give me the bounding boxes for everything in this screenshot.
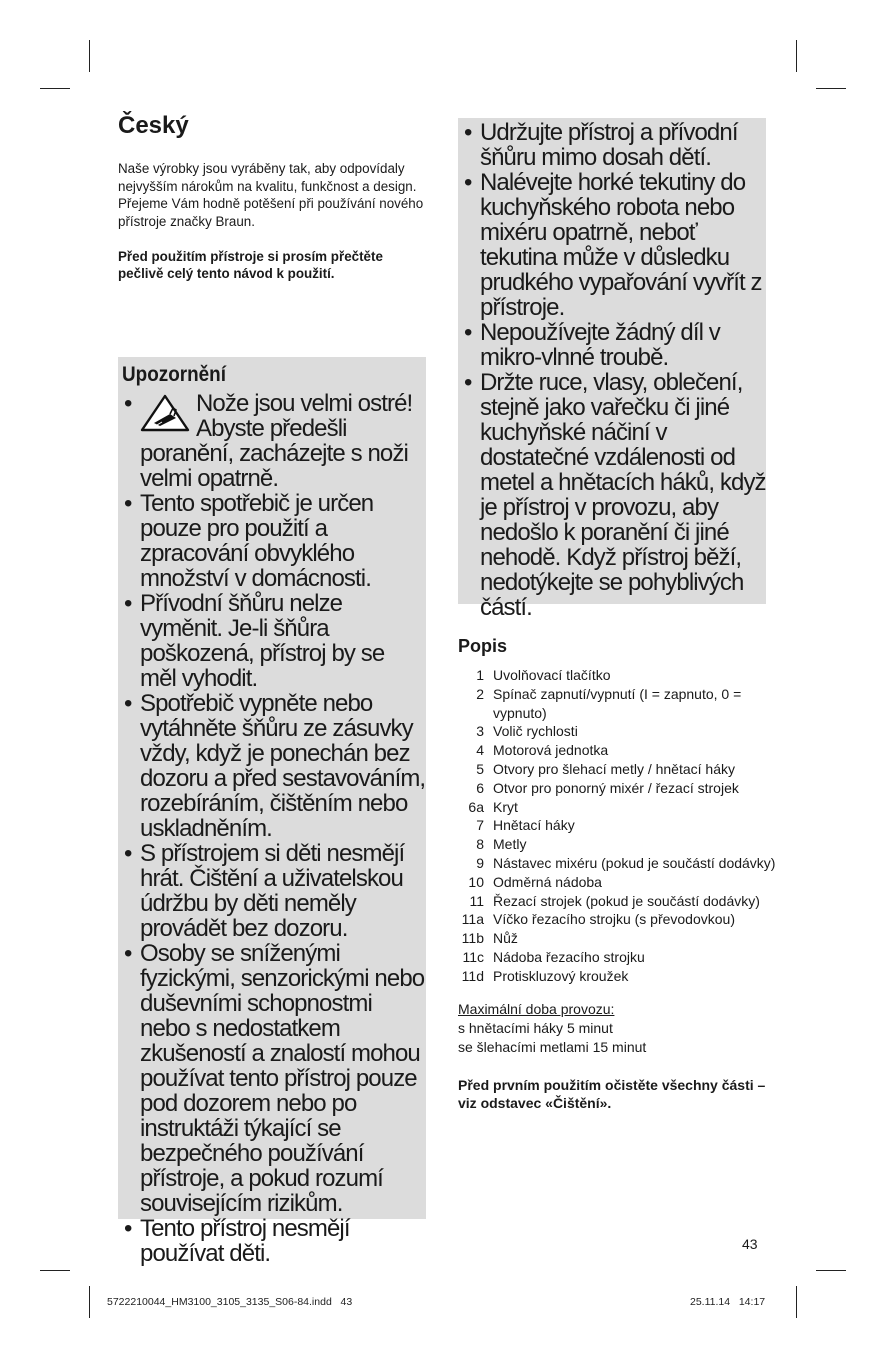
warning-text: Přívodní šňůru nelze vyměnit. Je-li šňůra poškozená, přístroj by se měl vyhodit. <box>140 590 385 692</box>
part-item <box>458 948 778 967</box>
part-text: Odměrná nádoba <box>493 873 602 890</box>
crop-mark <box>816 1270 846 1271</box>
description-section <box>458 634 778 1113</box>
warning-item <box>120 391 426 491</box>
warning-text: S přístrojem si děti nesmějí hrát. Čištění a uživatelskou údržbu by děti neměly provádět bez dozoru. <box>140 840 405 942</box>
part-text: Nástavec mixéru (pokud je součástí dodávky) <box>493 854 776 871</box>
warnings-box-left <box>118 357 426 1267</box>
part-text: Nůž <box>493 930 518 947</box>
warning-text: Osoby se sníženými fyzickými, senzorickými nebo duševními schopnostmi nebo s nedostatkem zkušeností a znalostí mohou používat tento přístroj pouze pod dozorem nebo po instruktáži týkající se bezpečného používání přístroje, a pokud rozumí souvisejícím rizikům. <box>140 940 425 1217</box>
part-item <box>458 854 778 873</box>
warning-item <box>460 370 766 620</box>
crop-mark <box>796 1286 797 1318</box>
max-runtime <box>458 1000 778 1057</box>
warning-text: Tento spotřebič je určen pouze pro použití a zpracování obvyklého množství v domácnosti. <box>140 490 374 592</box>
part-item <box>458 816 778 835</box>
part-item <box>458 685 778 723</box>
language-title: Český <box>118 112 189 139</box>
part-text: Nádoba řezacího strojku <box>493 948 645 965</box>
part-number: 5 <box>476 760 484 777</box>
part-number: 11b <box>461 930 484 947</box>
part-number: 9 <box>476 854 484 871</box>
part-text: Spínač zapnutí/vypnutí (I = zapnuto, 0 = vypnuto) <box>493 685 742 721</box>
warning-text: Nepoužívejte žádný díl v mikro-vlnné troubě. <box>480 319 720 371</box>
warning-item <box>120 491 426 591</box>
page-number: 43 <box>742 1236 758 1252</box>
crop-mark <box>796 40 797 72</box>
warnings-box-right <box>458 118 766 621</box>
part-text: Kryt <box>493 798 518 815</box>
warning-text: Držte ruce, vlasy, oblečení, stejně jako vařečku či jiné kuchyňské náčiní v dostatečné vzdálenosti od metel a hnětacích háků, když je přístroj v provozu, aby nedošlo k poranění či jiné nehodě. Když přístroj běží, nedotýkejte se pohyblivých částí. <box>480 369 766 621</box>
part-number: 6 <box>476 779 484 796</box>
intro-paragraph: Naše výrobky jsou vyráběny tak, aby odpovídaly nejvyšším nárokům na kvalitu, funkčnost a design. Přejeme Vám hodně potěšení při používání nového přístroje značky Braun. <box>118 161 424 229</box>
description-title: Popis <box>458 636 508 656</box>
crop-mark <box>816 88 846 89</box>
part-item <box>458 760 778 779</box>
warning-text: Udržujte přístroj a přívodní šňůru mimo dosah dětí. <box>480 119 738 171</box>
part-item <box>458 741 778 760</box>
part-item <box>458 967 778 986</box>
part-item <box>458 892 778 911</box>
warning-item <box>460 120 766 170</box>
warning-text: Spotřebič vypněte nebo vytáhněte šňůru ze zásuvky vždy, když je ponechán bez dozoru a před sestavováním, rozebíráním, čištěním nebo uskladněním. <box>140 690 426 842</box>
part-text: Uvolňovací tlačítko <box>493 667 611 683</box>
part-number: 4 <box>476 742 484 759</box>
part-item <box>458 873 778 892</box>
runtime-line: se šlehacími metlami 15 minut <box>458 1038 647 1055</box>
part-item <box>458 722 778 741</box>
part-number: 6a <box>468 798 484 815</box>
part-number: 1 <box>476 667 484 683</box>
warning-item <box>120 841 426 941</box>
part-text: Hnětací háky <box>493 817 575 834</box>
part-text: Metly <box>493 836 527 853</box>
runtime-heading: Maximální doba provozu: <box>458 1000 615 1017</box>
first-use-note: Před prvním použitím očistěte všechny části – viz odstavec «Čištění». <box>458 1076 766 1112</box>
part-number: 11a <box>461 911 484 928</box>
crop-mark <box>89 1286 90 1318</box>
part-number: 11 <box>469 892 484 909</box>
part-text: Protiskluzový kroužek <box>493 967 629 984</box>
warning-text: Tento přístroj nesmějí používat děti. <box>140 1215 350 1267</box>
crop-mark <box>40 88 70 89</box>
footer-file-info: 5722210044_HM3100_3105_3135_S06-84.indd 43 <box>107 1296 353 1308</box>
part-item <box>458 910 778 929</box>
part-number: 7 <box>476 817 484 834</box>
warning-item <box>460 320 766 370</box>
part-item <box>458 798 778 817</box>
warnings-list-right <box>458 118 766 620</box>
part-number: 3 <box>476 723 484 740</box>
part-text: Otvory pro šlehací metly / hnětací háky <box>493 760 735 777</box>
warnings-title: Upozornění <box>122 363 226 386</box>
part-item <box>458 835 778 854</box>
part-number: 11d <box>461 967 484 984</box>
part-number: 2 <box>476 685 484 702</box>
part-number: 8 <box>476 836 484 853</box>
warnings-list-left <box>118 391 426 1266</box>
part-text: Řezací strojek (pokud je součástí dodávky) <box>493 892 760 909</box>
part-text: Víčko řezacího strojku (s převodovkou) <box>493 911 735 928</box>
runtime-line: s hnětacími háky 5 minut <box>458 1019 613 1036</box>
part-item <box>458 666 778 685</box>
left-column <box>118 110 428 282</box>
warning-text: Nože jsou velmi ostré! Abyste předešli poranění, zacházejte s noži velmi opatrně. <box>140 390 413 492</box>
sharp-blade-warning-icon <box>140 394 190 432</box>
read-manual-note: Před použitím přístroje si prosím přečtěte pečlivě celý tento návod k použití. <box>118 249 383 281</box>
crop-mark <box>40 1270 70 1271</box>
part-text: Otvor pro ponorný mixér / řezací strojek <box>493 779 739 796</box>
warning-item <box>460 170 766 320</box>
part-item <box>458 929 778 948</box>
crop-mark <box>89 40 90 72</box>
warning-item <box>120 691 426 841</box>
part-text: Volič rychlosti <box>493 723 578 740</box>
part-item <box>458 779 778 798</box>
warning-item <box>120 941 426 1216</box>
warning-item <box>120 1216 426 1266</box>
part-number: 10 <box>468 873 484 890</box>
part-text: Motorová jednotka <box>493 742 609 759</box>
footer-date: 25.11.14 14:17 <box>690 1296 766 1308</box>
warning-item <box>120 591 426 691</box>
part-number: 11c <box>462 948 484 965</box>
parts-list <box>458 666 778 986</box>
warning-text: Nalévejte horké tekutiny do kuchyňského robota nebo mixéru opatrně, neboť tekutina může v důsledku prudkého vypařování vyvřít z přístroje. <box>480 169 762 321</box>
